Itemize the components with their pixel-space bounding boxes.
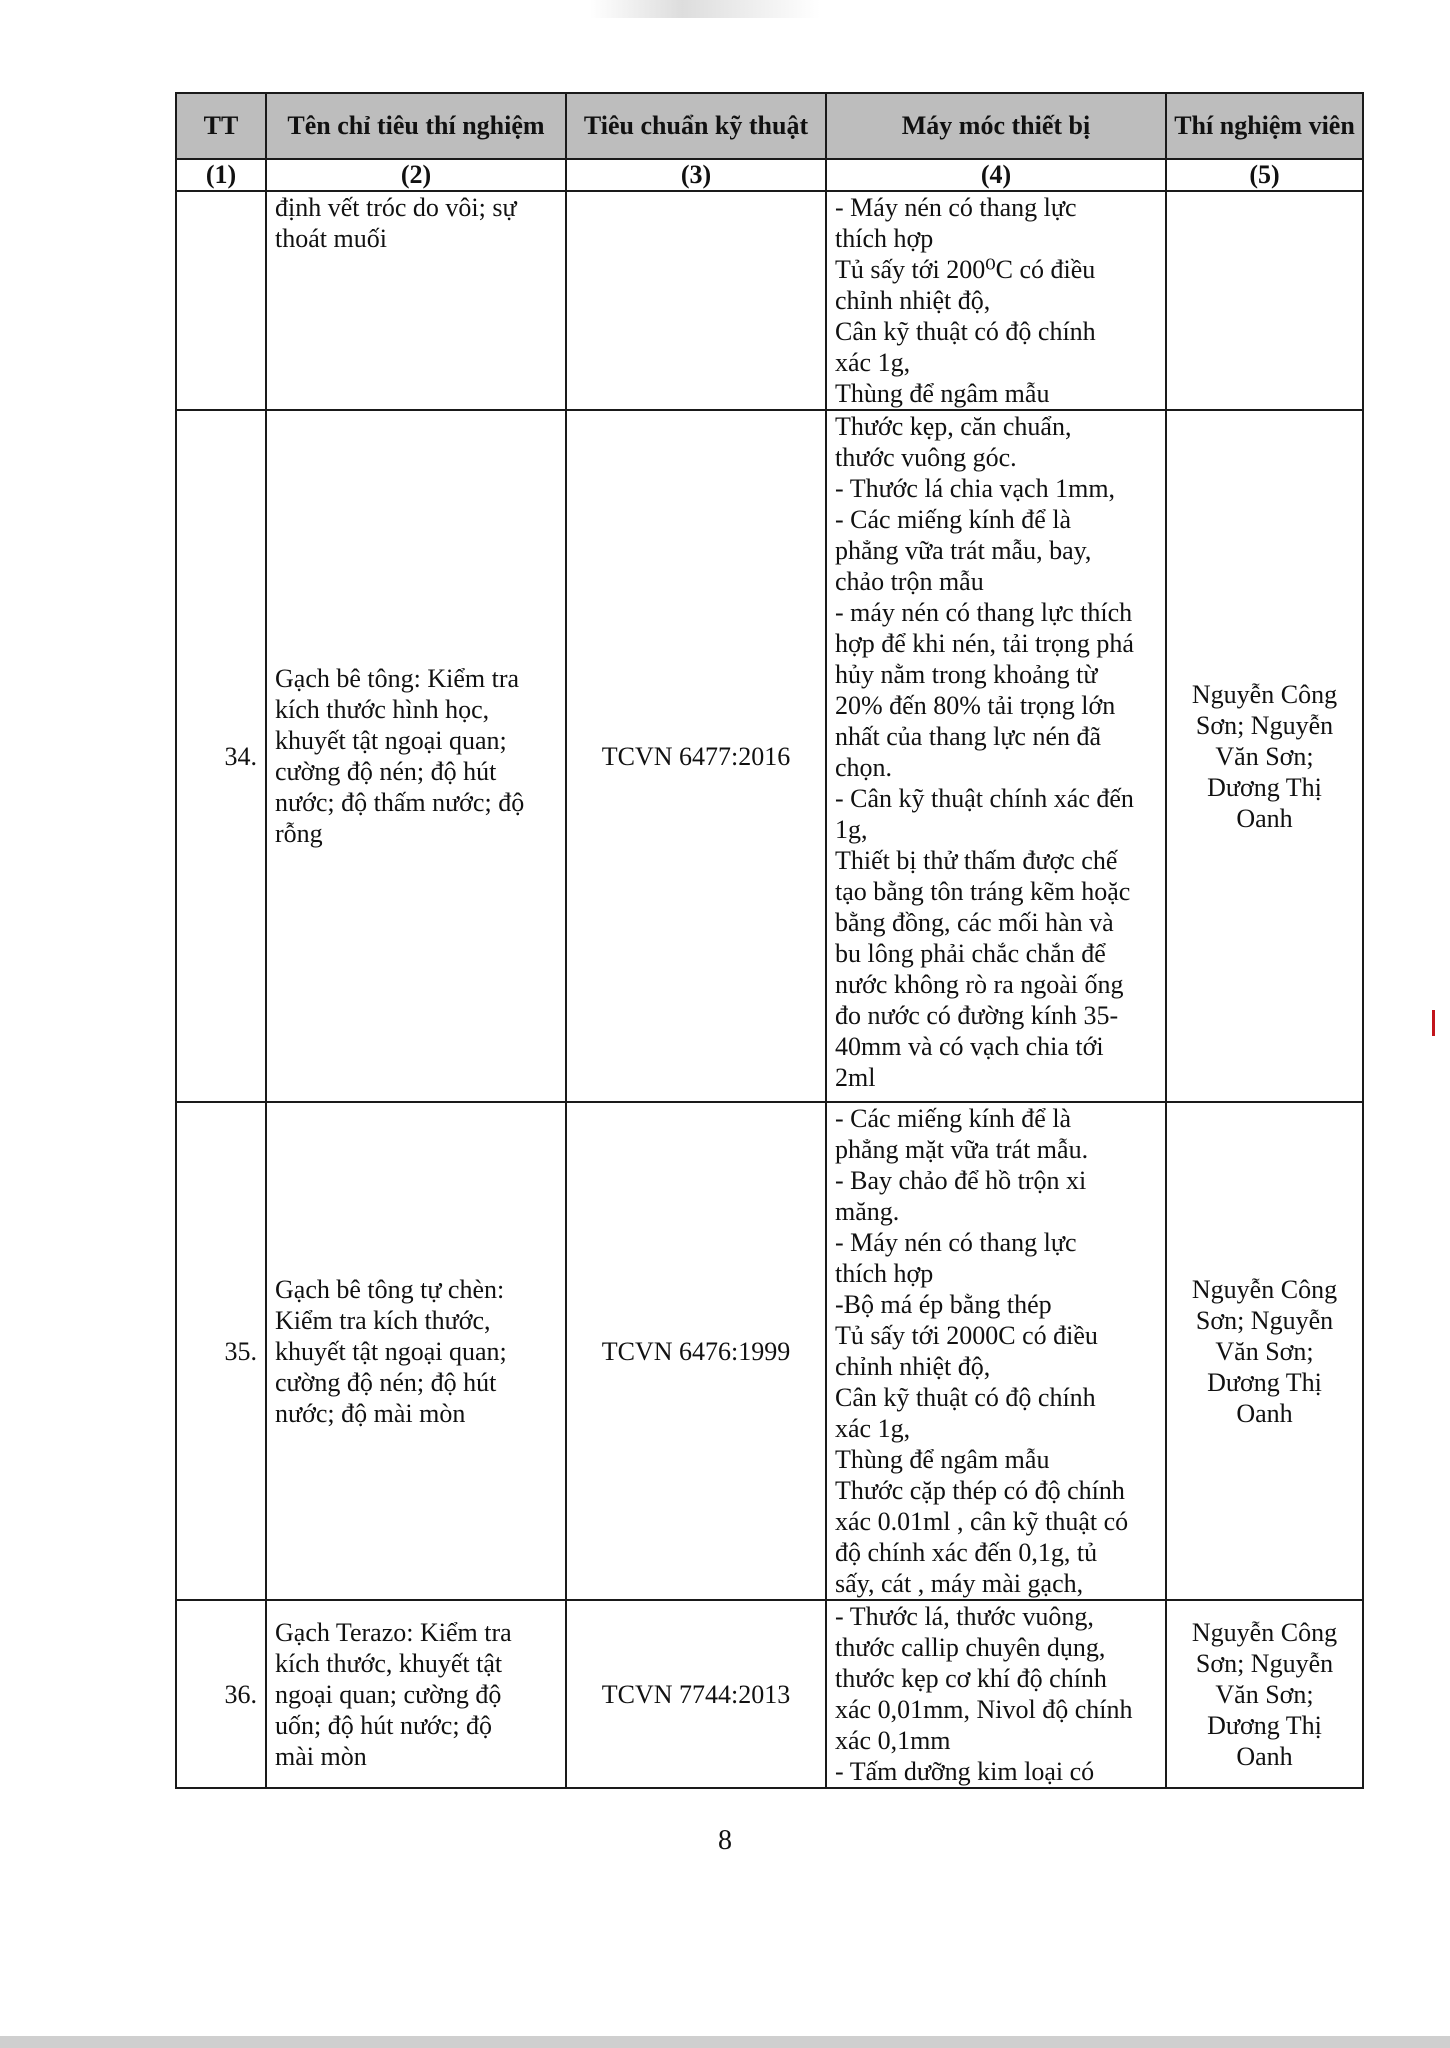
test-name-line: cường độ nén; độ hút	[275, 757, 497, 786]
equipment-line: thước vuông góc.	[835, 443, 1017, 472]
equipment-line: xác 1g,	[835, 1414, 911, 1443]
equipment	[826, 191, 1166, 410]
scan-artifact	[590, 0, 820, 18]
test-name-line: khuyết tật ngoại quan;	[275, 1336, 507, 1366]
equipment-line: Thùng để ngâm mẫu	[835, 379, 1050, 408]
equipment-line: thước callip chuyên dụng,	[835, 1633, 1106, 1662]
equipment	[826, 1102, 1166, 1600]
test-name-line: cường độ nén; độ hút	[275, 1367, 497, 1397]
header-tt: TT	[176, 93, 266, 159]
table-row	[176, 1600, 1363, 1788]
equipment-line: độ chính xác đến 0,1g, tủ	[835, 1538, 1098, 1567]
test-name	[266, 1102, 566, 1600]
equipment-line: - Các miếng kính để là	[835, 1104, 1072, 1133]
equipment-line: - máy nén có thang lực thích	[835, 598, 1133, 627]
equipment-line: măng.	[835, 1197, 900, 1226]
tester-line: Oanh	[1236, 1741, 1293, 1771]
tester-line: Sơn; Nguyễn	[1195, 1305, 1334, 1335]
equipment-line: Tủ sấy tới 200⁰C có điều	[835, 255, 1096, 284]
equipment-line: - Tấm dưỡng kim loại có	[835, 1757, 1095, 1786]
test-name-line: Gạch Terazo: Kiểm tra	[275, 1617, 512, 1647]
tester-line: Oanh	[1236, 803, 1293, 833]
equipment-line: chỉnh nhiệt độ,	[835, 286, 991, 315]
equipment-line: thước kẹp cơ khí độ chính	[835, 1664, 1107, 1693]
table-row	[176, 191, 1363, 410]
row-number: 36.	[176, 1600, 266, 1788]
test-name-line: thoát muối	[275, 224, 387, 253]
equipment-line: - Thước lá, thước vuông,	[835, 1602, 1094, 1631]
column-number: (4)	[826, 159, 1166, 191]
test-name-line: kích thước hình học,	[275, 695, 490, 724]
test-name-line: định vết tróc do vôi; sự	[275, 193, 517, 222]
equipment-line: nhất của thang lực nén đã	[835, 722, 1102, 751]
equipment-line: bu lông phải chắc chắn để	[835, 939, 1106, 968]
tester-line: Dương Thị	[1207, 772, 1322, 802]
header-name: Tên chỉ tiêu thí nghiệm	[266, 93, 566, 159]
technical-standard	[566, 191, 826, 410]
equipment-line: Cân kỹ thuật có độ chính	[835, 317, 1096, 346]
equipment-line: - Bay chảo để hồ trộn xi	[835, 1166, 1087, 1195]
equipment-line: 1g,	[835, 815, 868, 844]
tester-line: Dương Thị	[1207, 1367, 1322, 1397]
equipment-line: hủy nằm trong khoảng từ	[835, 660, 1098, 689]
equipment-line: bằng đồng, các mối hàn và	[835, 908, 1114, 937]
row-number	[176, 191, 266, 410]
equipment-line: chỉnh nhiệt độ,	[835, 1352, 991, 1381]
equipment-line: - Các miếng kính để là	[835, 505, 1072, 534]
tester-line: Nguyễn Công	[1191, 1274, 1338, 1304]
test-name	[266, 191, 566, 410]
equipment-line: chọn.	[835, 753, 893, 782]
column-number: (5)	[1166, 159, 1363, 191]
test-name-line: Gạch bê tông tự chèn:	[275, 1274, 505, 1304]
equipment-line: tạo bằng tôn tráng kẽm hoặc	[835, 877, 1131, 906]
tester	[1166, 191, 1363, 410]
tester-line: Nguyễn Công	[1191, 1617, 1338, 1647]
header-tester: Thí nghiệm viên	[1166, 93, 1363, 159]
equipment-line: thích hợp	[835, 1259, 934, 1288]
test-name-line: nước; độ mài mòn	[275, 1398, 466, 1428]
equipment-line: nước không rò ra ngoài ống	[835, 970, 1124, 999]
equipment	[826, 410, 1166, 1102]
equipment-line: Cân kỹ thuật có độ chính	[835, 1383, 1096, 1412]
equipment-line: xác 0,01mm, Nivol độ chính	[835, 1695, 1133, 1724]
test-name-line: kích thước, khuyết tật	[275, 1648, 503, 1678]
tester-line: Văn Sơn;	[1215, 1336, 1314, 1366]
test-name-line: khuyết tật ngoại quan;	[275, 726, 507, 755]
test-name-line: mài mòn	[275, 1741, 367, 1771]
tester-line: Dương Thị	[1207, 1710, 1322, 1740]
equipment-line: - Cân kỹ thuật chính xác đến	[835, 784, 1134, 813]
equipment-line: 20% đến 80% tải trọng lớn	[835, 691, 1116, 720]
row-number: 35.	[176, 1102, 266, 1600]
equipment-line: -Bộ má ép bằng thép	[835, 1290, 1052, 1319]
equipment-line: xác 0.01ml , cân kỹ thuật có	[835, 1507, 1129, 1536]
test-name-line: Gạch bê tông: Kiểm tra	[275, 664, 520, 693]
technical-standard: TCVN 7744:2013	[566, 1600, 826, 1788]
equipment-line: Tủ sấy tới 2000C có điều	[835, 1321, 1098, 1350]
tester-line: Văn Sơn;	[1215, 741, 1314, 771]
test-name-line: uốn; độ hút nước; độ	[275, 1710, 493, 1740]
table-row	[176, 1102, 1363, 1600]
page-number: 8	[718, 1825, 732, 1856]
row-number: 34.	[176, 410, 266, 1102]
equipment-line: phẳng vữa trát mẫu, bay,	[835, 536, 1092, 565]
test-name	[266, 410, 566, 1102]
equipment	[826, 1600, 1166, 1788]
technical-standard: TCVN 6476:1999	[566, 1102, 826, 1600]
technical-standard: TCVN 6477:2016	[566, 410, 826, 1102]
equipment-line: phẳng mặt vữa trát mẫu.	[835, 1135, 1089, 1164]
column-number: (3)	[566, 159, 826, 191]
tester-line: Sơn; Nguyễn	[1195, 1648, 1334, 1678]
tester-line: Văn Sơn;	[1215, 1679, 1314, 1709]
equipment-line: 2ml	[835, 1063, 876, 1092]
equipment-line: hợp để khi nén, tải trọng phá	[835, 629, 1134, 658]
tester	[1166, 410, 1363, 1102]
equipment-line: đo nước có đường kính 35-	[835, 1001, 1119, 1030]
table-row	[176, 410, 1363, 1102]
header-equipment: Máy móc thiết bị	[826, 93, 1166, 159]
equipment-line: - Thước lá chia vạch 1mm,	[835, 474, 1116, 503]
test-name-line: nước; độ thấm nước; độ	[275, 788, 525, 817]
equipment-line: - Máy nén có thang lực	[835, 193, 1077, 222]
red-pen-mark	[1432, 1010, 1435, 1036]
equipment-line: Thước kẹp, căn chuẩn,	[835, 412, 1072, 441]
tester-line: Nguyễn Công	[1191, 679, 1338, 709]
test-name-line: ngoại quan; cường độ	[275, 1679, 502, 1709]
tester-line: Sơn; Nguyễn	[1195, 710, 1334, 740]
test-name	[266, 1600, 566, 1788]
column-number-row	[176, 159, 1363, 191]
equipment-line: Thiết bị thử thấm được chế	[835, 846, 1118, 875]
equipment-line: thích hợp	[835, 224, 934, 253]
equipment-line: chảo trộn mẫu	[835, 567, 984, 596]
table-body	[176, 191, 1363, 1788]
tester	[1166, 1102, 1363, 1600]
equipment-line: 40mm và có vạch chia tới	[835, 1032, 1104, 1061]
scan-bottom-edge	[0, 2036, 1450, 2048]
test-name-line: Kiểm tra kích thước,	[275, 1305, 491, 1335]
test-table	[175, 92, 1364, 1789]
equipment-line: xác 1g,	[835, 348, 911, 377]
header-row	[176, 93, 1363, 159]
column-number: (2)	[266, 159, 566, 191]
equipment-line: Thước cặp thép có độ chính	[835, 1476, 1125, 1505]
equipment-line: sấy, cát , máy mài gạch,	[835, 1569, 1084, 1598]
equipment-line: Thùng để ngâm mẫu	[835, 1445, 1050, 1474]
test-name-line: rỗng	[275, 819, 323, 848]
equipment-line: xác 0,1mm	[835, 1726, 951, 1755]
equipment-line: - Máy nén có thang lực	[835, 1228, 1077, 1257]
tester	[1166, 1600, 1363, 1788]
header-standard: Tiêu chuẩn kỹ thuật	[566, 93, 826, 159]
column-number: (1)	[176, 159, 266, 191]
tester-line: Oanh	[1236, 1398, 1293, 1428]
